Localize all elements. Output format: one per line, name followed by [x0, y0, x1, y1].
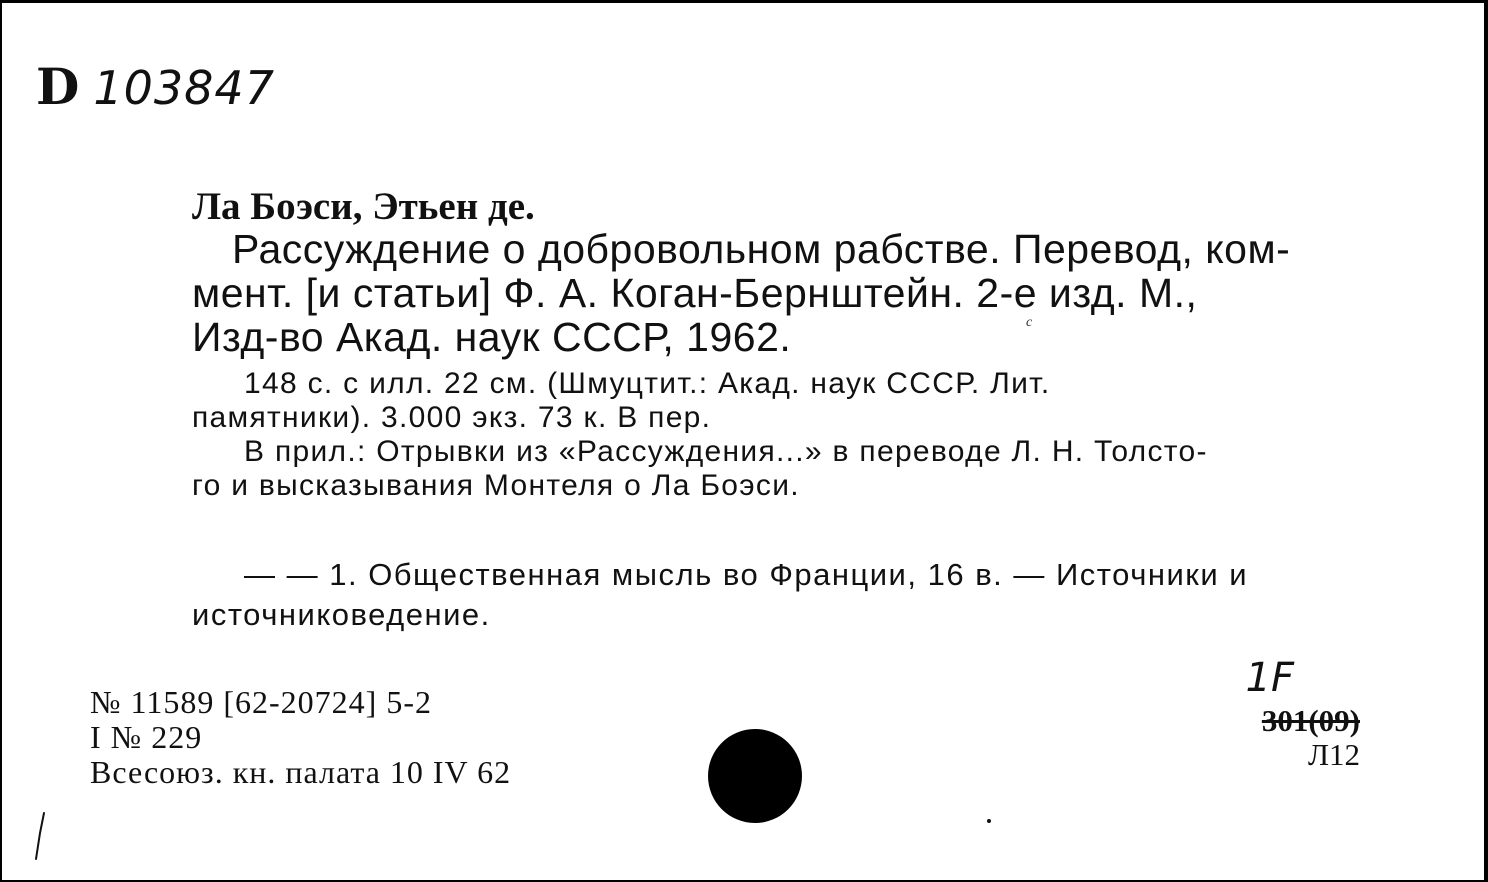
description-line-3: В прил.: Отрывки из «Рассуждения...» в переводе Л. Н. Толсто-: [244, 435, 1208, 468]
call-number-digits: 103847: [93, 61, 275, 115]
shelf-mark: 1F: [1245, 655, 1294, 701]
small-handwritten-mark: с: [1026, 315, 1033, 330]
subject-block: [192, 555, 1364, 635]
registration-line-3: Всесоюз. кн. палата 10 IV 62: [90, 754, 512, 790]
old-classification: 301(09): [1261, 703, 1360, 738]
description-line-4: го и высказывания Монтеля о Ла Боэси.: [192, 469, 800, 502]
registration-info: [90, 685, 511, 790]
description-line-1: 148 с. с илл. 22 см. (Шмуцтит.: Акад. наук СССР. Лит.: [244, 367, 1051, 400]
author-heading: Ла Боэси, Этьен де.: [192, 185, 535, 228]
call-number: [36, 57, 275, 116]
description-line-2: памятники). 3.000 экз. 73 к. В пер.: [192, 401, 712, 434]
subject-line-1: — — 1. Общественная мысль во Франции, 16 в. — Источники и: [244, 557, 1249, 592]
title-line-1: Рассуждение о добровольном рабстве. Перевод, ком-: [232, 226, 1291, 272]
description-block: [192, 367, 1364, 503]
top-border-mark: [232, 0, 272, 3]
title-line-3: Изд-во Акад. наук СССР, 1962.: [192, 314, 792, 360]
classification-block: [1246, 653, 1360, 771]
new-classification: Л12: [1307, 737, 1360, 772]
registration-line-1: № 11589 [62-20724] 5-2: [90, 684, 432, 720]
ink-speck: [987, 819, 991, 823]
title-line-2: мент. [и статьи] Ф. А. Коган-Бернштейн. 2-е изд. М.,: [192, 270, 1198, 316]
subject-line-2: источниковедение.: [192, 597, 491, 632]
title-block: [192, 227, 1364, 359]
punch-hole: [708, 729, 802, 823]
call-number-prefix: D: [36, 57, 80, 116]
pencil-stroke-icon: [32, 811, 48, 863]
registration-line-2: I № 229: [90, 719, 203, 755]
